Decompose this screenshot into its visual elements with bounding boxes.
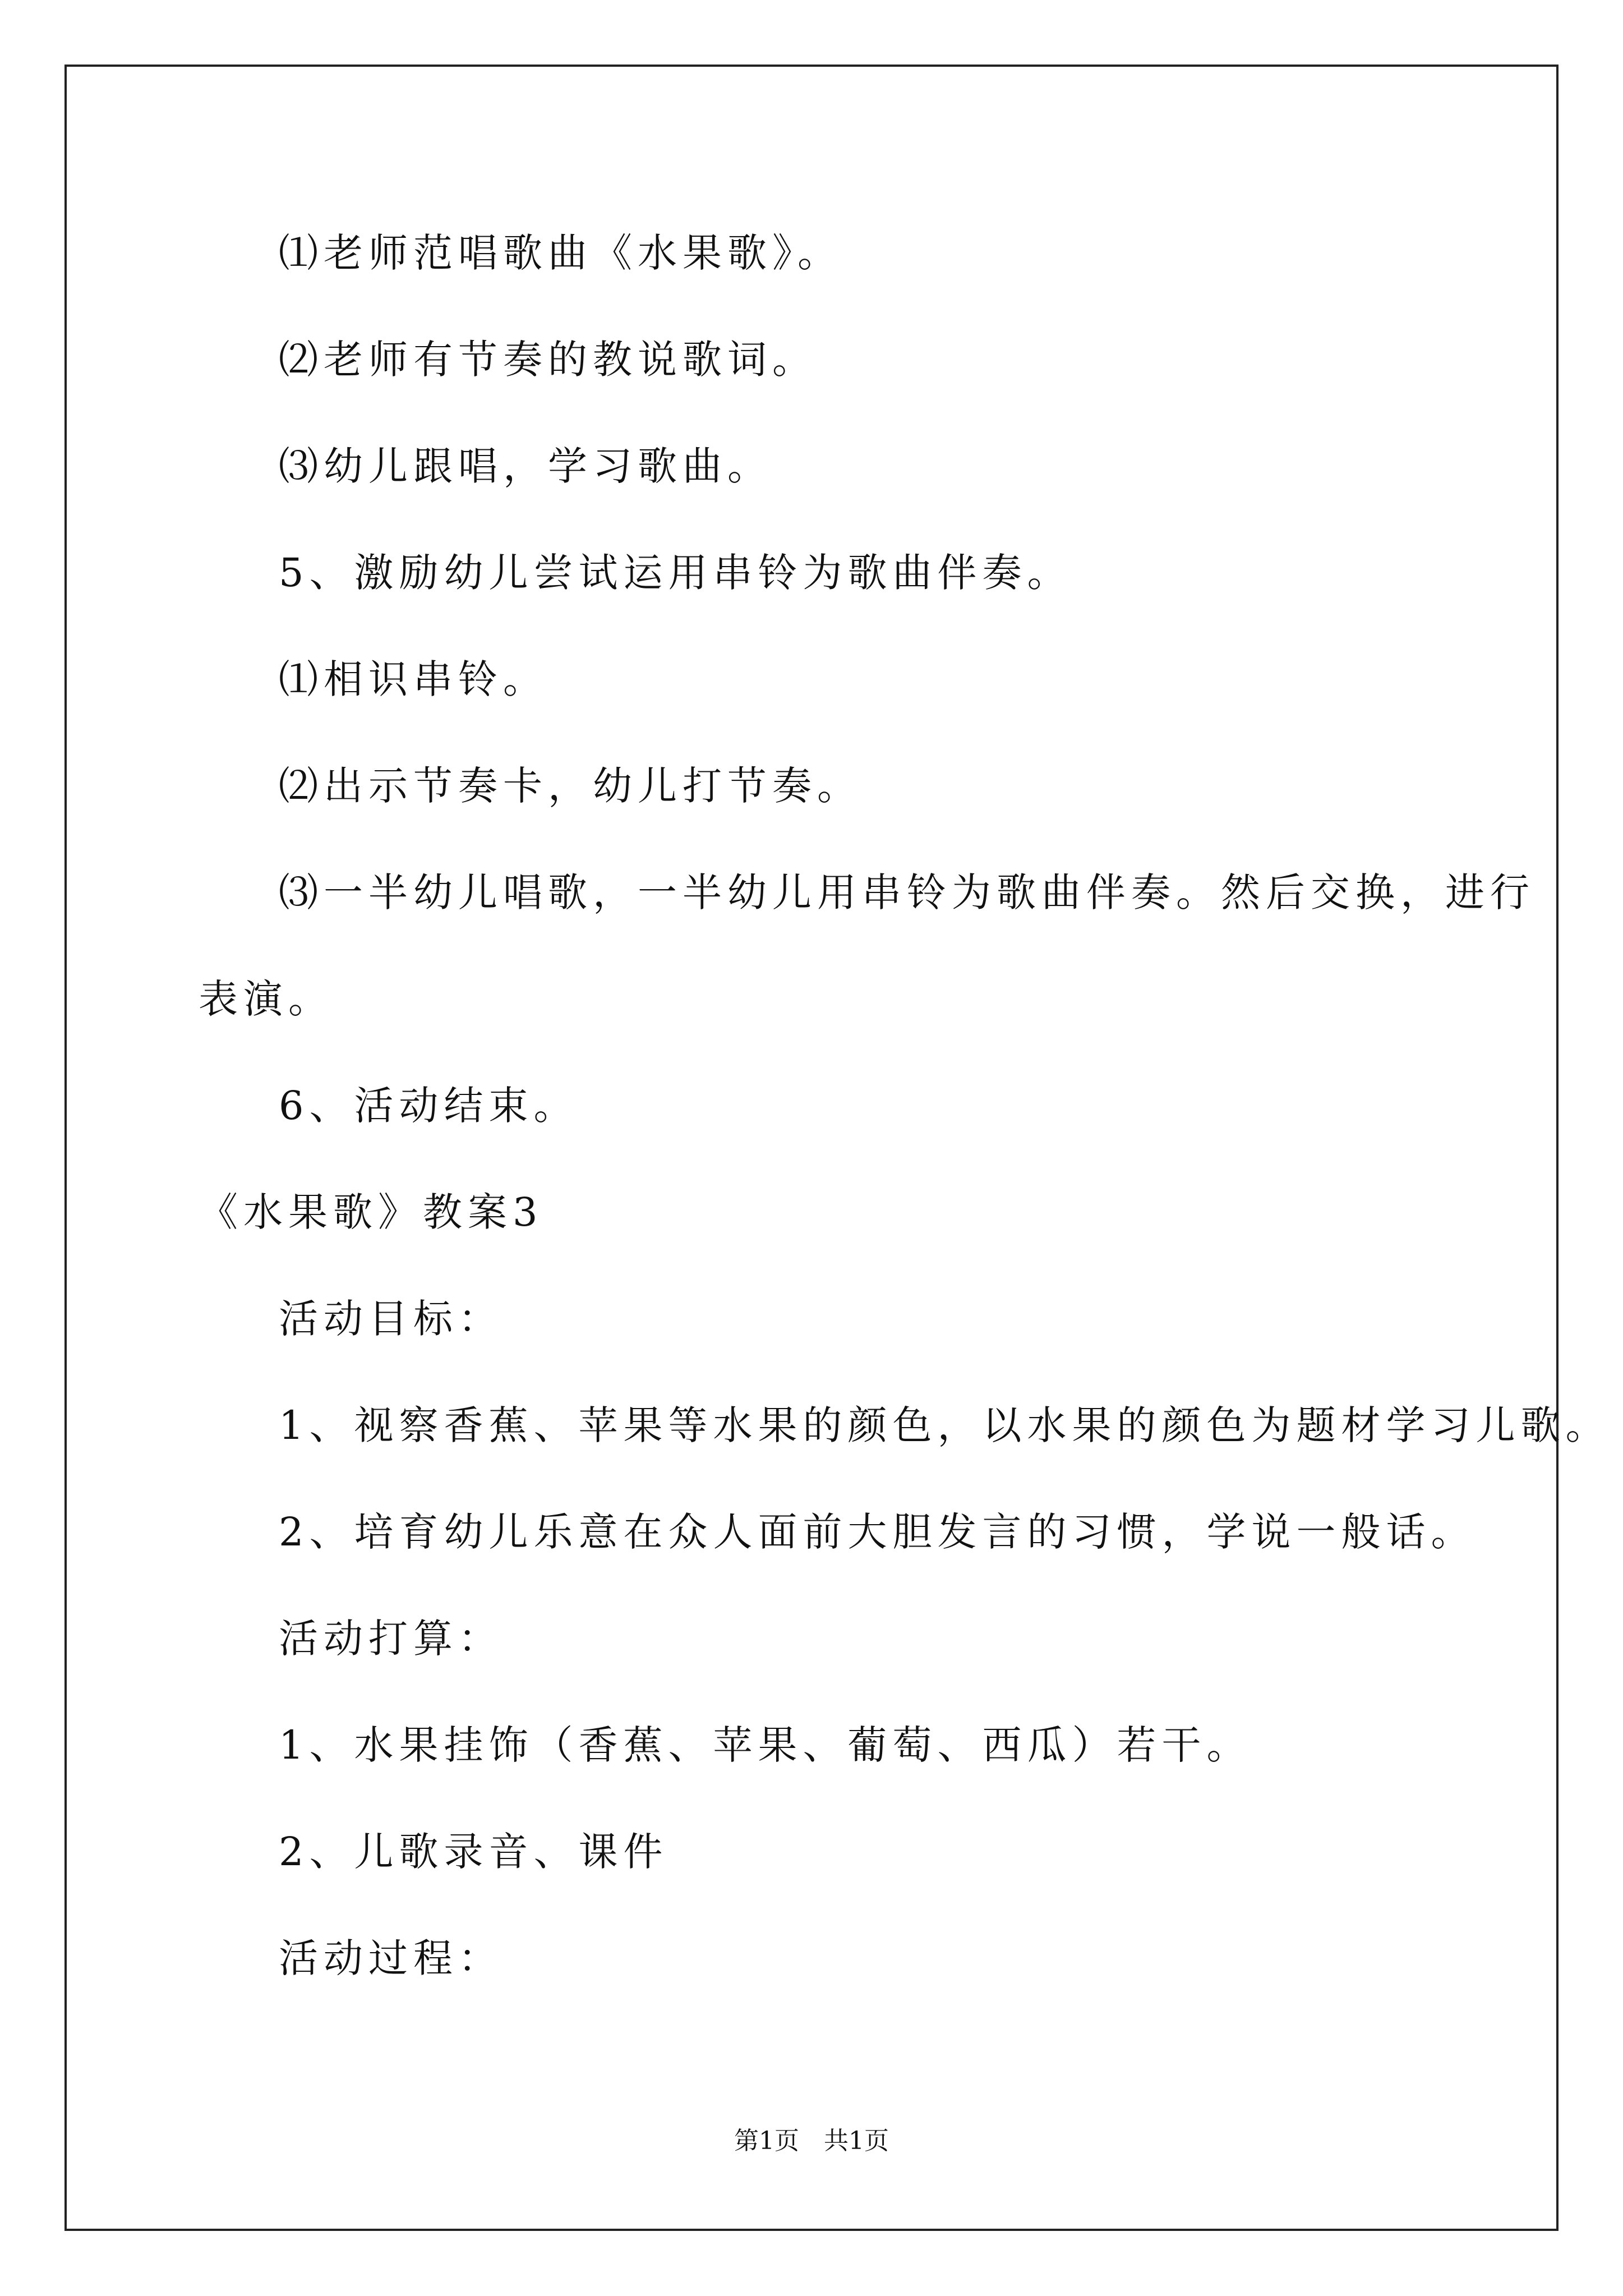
page-border [64, 65, 1559, 2231]
paragraph-step-3b: ⑶一半幼儿唱歌，一半幼儿用串铃为歌曲伴奏。然后交换，进行 [279, 869, 1535, 915]
paragraph-step-2b: ⑵出示节奏卡，幼儿打节奏。 [279, 763, 862, 809]
paragraph-item-6: 6、活动结束。 [279, 1083, 579, 1129]
section-heading: 《水果歌》教案3 [199, 1189, 543, 1235]
goal-item-2: 2、培育幼儿乐意在众人面前大胆发言的习惯，学说一般话。 [279, 1509, 1476, 1555]
preparation-item-2: 2、儿歌录音、课件 [279, 1829, 668, 1875]
subheading-process: 活动过程： [279, 1935, 503, 1981]
paragraph-item-5: 5、激励幼儿尝试运用串铃为歌曲伴奏。 [279, 550, 1072, 596]
paragraph-step-1b: ⑴相识串铃。 [279, 656, 548, 702]
goal-item-1: 1、视察香蕉、苹果等水果的颜色，以水果的颜色为题材学习儿歌。 [279, 1402, 1611, 1448]
subheading-goals: 活动目标： [279, 1296, 503, 1342]
paragraph-step-3b-continued: 表演。 [199, 976, 333, 1022]
page-footer: 第1页 共1页 [734, 2127, 889, 2155]
paragraph-step-1: ⑴老师范唱歌曲《水果歌》。 [279, 230, 842, 276]
preparation-item-1: 1、水果挂饰（香蕉、苹果、葡萄、西瓜）若干。 [279, 1722, 1252, 1768]
paragraph-step-2: ⑵老师有节奏的教说歌词。 [279, 337, 817, 383]
subheading-preparation: 活动打算： [279, 1616, 503, 1662]
paragraph-step-3: ⑶幼儿跟唱，学习歌曲。 [279, 443, 772, 489]
